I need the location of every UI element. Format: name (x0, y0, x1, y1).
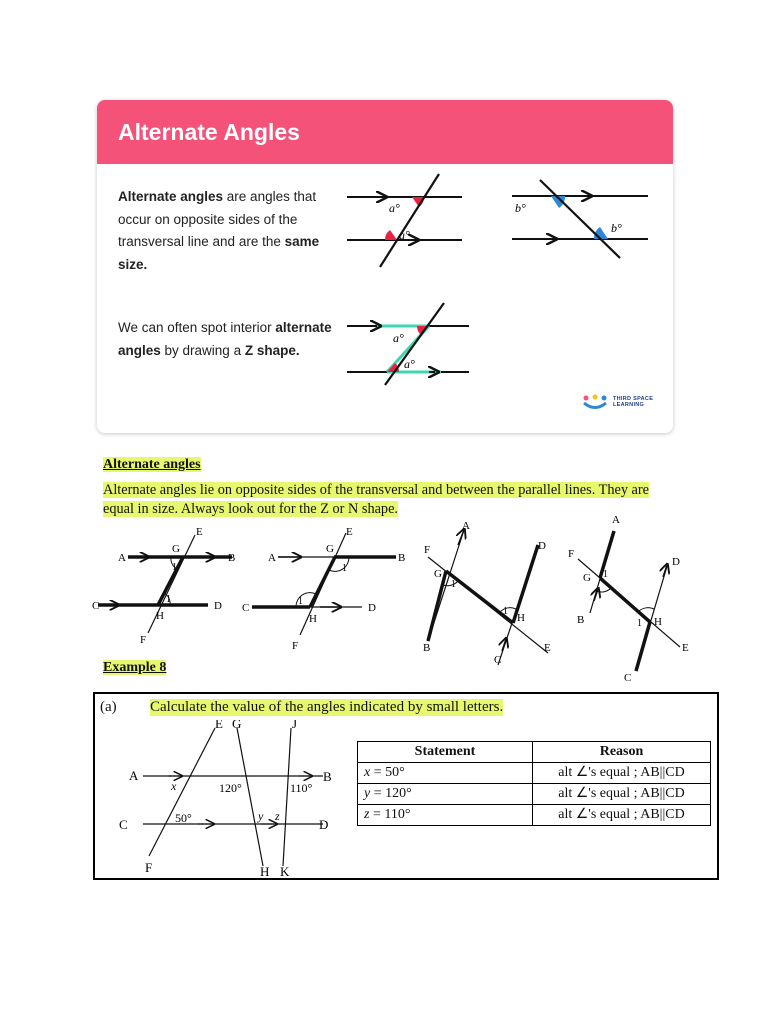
f1-label-g: G (172, 543, 180, 555)
label-b-bottom: b° (611, 221, 622, 235)
statement-cell (358, 763, 533, 784)
third-space-learning-logo (581, 394, 653, 410)
f1-label-b: B (228, 552, 236, 564)
ex-label-f: F (145, 860, 153, 875)
statement-var: y (364, 786, 371, 801)
reason-cell: alt ∠'s equal ; AB||CD (533, 805, 711, 826)
alternate-angles-card (97, 100, 673, 433)
f1-angle-1-bottom: 1 (166, 594, 171, 605)
reason-cell: alt ∠'s equal ; AB||CD (533, 784, 711, 805)
statement-value: = 120° (370, 786, 412, 801)
ex-label-b: B (323, 769, 332, 784)
f1-label-h: H (156, 610, 164, 622)
card-title: Alternate Angles (97, 100, 673, 164)
ex-angle-110: 110° (290, 781, 313, 795)
ex-angle-z: z (275, 809, 280, 823)
f4-label-h: H (654, 616, 662, 628)
f3-label-a: A (462, 520, 470, 532)
table-row (358, 784, 711, 805)
label-a-z-top: a° (393, 331, 404, 345)
f4-label-c: C (624, 672, 632, 684)
angle-red-bottom (385, 230, 397, 240)
f3-label-g: G (434, 568, 442, 580)
example-heading (103, 660, 166, 676)
header-reason: Reason (533, 742, 711, 763)
ex-angle-50: 50° (175, 811, 192, 825)
z-text-part1: We can often spot interior (118, 320, 276, 335)
ex-label-d: D (319, 817, 329, 832)
label-b-top: b° (515, 201, 526, 215)
statement-var: x (364, 765, 371, 780)
logo-text (613, 396, 653, 409)
ex-angle-120: 120° (219, 781, 242, 795)
f3-label-e: E (544, 642, 551, 654)
diagram-z-shape (347, 300, 477, 390)
label-a-top: a° (389, 201, 400, 215)
f4-angle-1-bottom: 1 (637, 618, 642, 629)
z-shape-text (118, 317, 333, 362)
ex-angle-x: x (171, 779, 177, 793)
section-heading-text: Alternate angles (103, 457, 201, 472)
term-alternate-angles: Alternate angles (118, 189, 224, 204)
figure-4 (568, 515, 689, 684)
statement-var: z (364, 807, 370, 822)
logo-line1: THIRD SPACE (613, 395, 654, 402)
f4-label-a: A (612, 515, 620, 526)
f1-label-d: D (214, 600, 222, 612)
example-diagram (113, 720, 353, 882)
f2-label-a: A (268, 552, 276, 564)
question-text: Calculate the value of the angles indicated by small letters. (150, 699, 504, 715)
figure-3 (423, 520, 551, 666)
f2-label-f: F (292, 640, 299, 652)
table-row (358, 763, 711, 784)
example-heading-text: Example 8 (103, 660, 167, 675)
z-text-part2: by drawing a (160, 342, 245, 358)
figure-2 (242, 526, 405, 652)
label-a-z-bottom: a° (404, 357, 415, 371)
f4-label-e: E (682, 642, 689, 654)
f1-label-f: F (140, 634, 147, 646)
f3-angle-1-bottom: 1 (503, 606, 508, 617)
f3-angle-1-top: 1 (451, 579, 456, 590)
f2-angle-1-top: 1 (342, 563, 347, 574)
ex-angle-y: y (258, 809, 264, 823)
f4-label-d: D (672, 556, 680, 568)
logo-line2: LEARNING (613, 402, 645, 408)
table-header-row (358, 742, 711, 763)
ex-label-a: A (129, 768, 139, 783)
f3-label-f: F (424, 544, 431, 556)
f2-angle-1-bottom: 1 (298, 596, 303, 607)
section-paragraph (103, 481, 683, 519)
f1-label-e: E (196, 526, 203, 538)
f3-label-h: H (517, 612, 525, 624)
ex-label-g: G (232, 720, 242, 731)
f1-label-c: C (92, 600, 100, 612)
term-same-size: same size. (118, 234, 320, 272)
f4-angle-1-top: 1 (603, 569, 608, 580)
diagram-red-alternate (347, 172, 467, 272)
angle-blue-bottom (594, 227, 608, 239)
f1-label-a: A (118, 552, 126, 564)
ex-label-h: H (260, 864, 270, 879)
statement-value: = 50° (370, 765, 405, 780)
header-statement: Statement (358, 742, 533, 763)
ex-label-j: J (292, 720, 298, 731)
f1-angle-1-top: 1 (172, 562, 177, 573)
f4-label-f: F (568, 548, 575, 560)
statement-cell (358, 805, 533, 826)
label-a-bottom: a° (399, 228, 410, 242)
f3-label-c: C (494, 654, 502, 666)
f2-label-g: G (326, 543, 334, 555)
ex-label-c: C (119, 817, 128, 832)
f4-label-b: B (577, 614, 585, 626)
section-paragraph-text: Alternate angles lie on opposite sides of the transversal and between the parallel lines. They are equal in size. Always look out for the Z or N shape. (103, 482, 650, 517)
f3-label-d: D (538, 540, 546, 552)
f2-label-c: C (242, 602, 250, 614)
definition-body: are angles that occur on opposite sides of the transversal line and are the (118, 189, 317, 249)
statement-value: = 110° (369, 807, 411, 822)
term-z-shape: Z shape. (244, 342, 300, 358)
f2-label-b: B (398, 552, 406, 564)
f4-label-g: G (583, 572, 591, 584)
f2-label-h: H (309, 613, 317, 625)
section-heading (103, 457, 201, 473)
diagram-blue-alternate (512, 172, 652, 272)
ex-label-e: E (215, 720, 223, 731)
term-alternate-angles-2: alternate angles (118, 320, 332, 358)
ex-label-k: K (280, 864, 290, 879)
f3-label-b: B (423, 642, 431, 654)
question-label: (a) (100, 699, 117, 715)
f2-label-e: E (346, 526, 353, 538)
f2-label-d: D (368, 602, 376, 614)
statement-cell (358, 784, 533, 805)
logo-icon (581, 394, 609, 410)
definition-text (118, 186, 328, 276)
reason-cell: alt ∠'s equal ; AB||CD (533, 763, 711, 784)
table-row (358, 805, 711, 826)
figure-1 (92, 526, 235, 646)
example-box (93, 692, 719, 880)
statement-reason-table (357, 741, 711, 826)
